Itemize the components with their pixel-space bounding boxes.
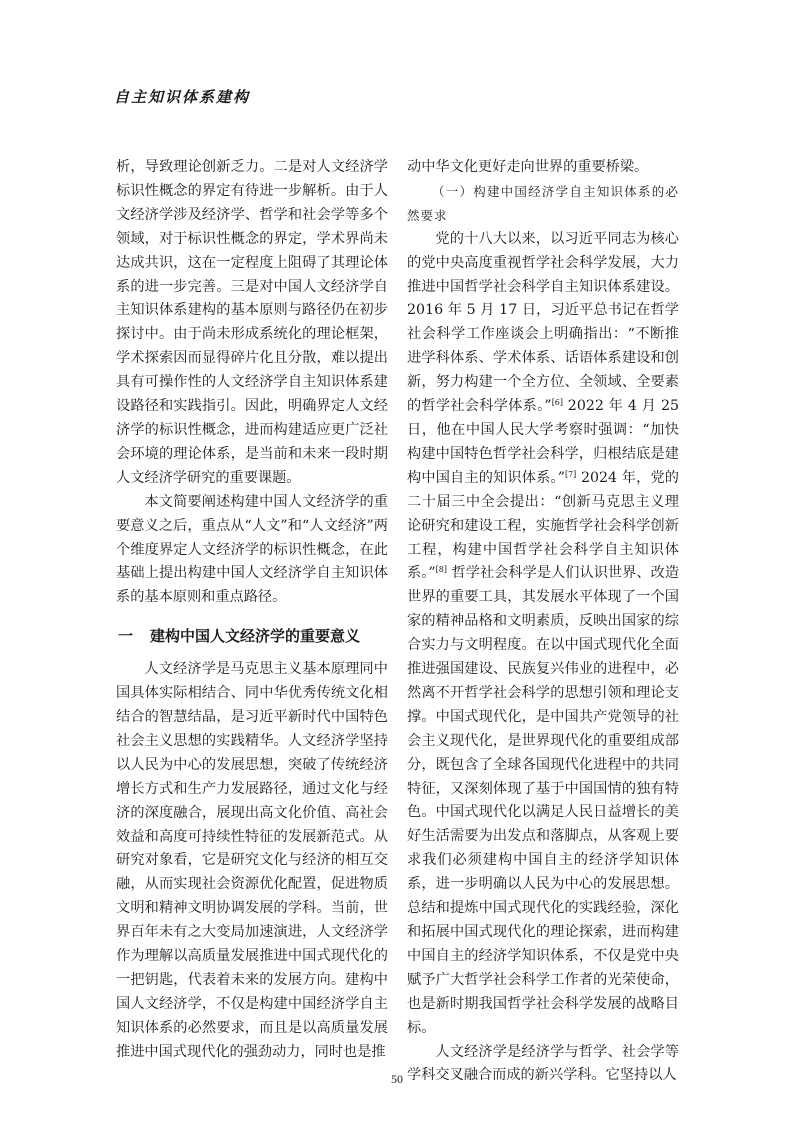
paragraph-text: 2024 年，党的二十届三中全会提出：“创新马克思主义理论研究和建设工程，实施哲学社会科学创新工程，构建中国哲学社会科学自主知识体系。” <box>407 469 679 582</box>
running-title: 自主知识体系建构 <box>114 88 251 106</box>
paragraph-text: 党的十八大以来，以习近平同志为核心的党中央高度重视哲学社会科学发展，大力推进中国哲学社会科学自主知识体系建设。2016 年 5 月 17 日，习近平总书记在哲学社会科学工作座谈会上明确指出：“不断推进学科体系、学术体系、话语体系建设和创新，努力构建一个全方位、全领域、全要素的哲学社会科学体系。” <box>407 230 679 415</box>
paragraph <box>407 228 679 1041</box>
right-column <box>407 156 679 1088</box>
section-title: 建构中国人文经济学的重要意义 <box>150 627 361 646</box>
left-column <box>116 156 388 1065</box>
page-number: 50 <box>391 1072 403 1086</box>
paragraph-text: 哲学社会科学是人们认识世界、改造世界的重要工具，其发展水平体现了一个国家的精神品格和文明素质，反映出国家的综合实力与文明程度。在以中国式现代化全面推进强国建设、民族复兴伟业的进程中，必然离不开哲学社会科学的思想引领和理论支撑。中国式现代化，是中国共产党领导的社会主义现代化，是世界现代化的重要组成部分，既包含了全球各国现代化进程中的共同特征，又深刻体现了基于中国国情的独有特色。中国式现代化以满足人民日益增长的美好生活需要为出发点和落脚点，从客观上要求我们必须建构中国自主的经济学知识体系，进一步明确以人民为中心的发展思想。总结和提炼中国式现代化的实践经验，深化和拓展中国式现代化的理论探索，进而构建中国自主的经济学知识体系，不仅是党中央赋予广大哲学社会科学工作者的光荣使命，也是新时期我国哲学社会科学发展的战略目标。 <box>407 565 680 1036</box>
paragraph: 动中华文化更好走向世界的重要桥梁。 <box>407 159 649 175</box>
paragraph-text: 2022 年 4 月 25 日，他在中国人民大学考察时强调：“加快构建中国特色哲学社会科学，归根结底是建构中国自主的知识体系。” <box>407 398 679 486</box>
citation-ref: [6] <box>551 398 564 408</box>
paragraph: 人文经济学是马克思主义基本原理同中国具体实际相结合、同中华优秀传统文化相结合的智慧结晶，是习近平新时代中国特色社会主义思想的实践精华。人文经济学坚持以人民为中心的发展思想，突破了传统经济增长方式和生产力发展路径，通过文化与经济的深度融合，展现出高文化价值、高社会效益和高度可持续性特征的发展新范式。从研究对象看，它是研究文化与经济的相互交融，从而实现社会资源优化配置，促进物质文明和精神文明协调发展的学科。当前，世界百年未有之大变局加速演进，人文经济学作为理解以高质量发展推进中国式现代化的一把钥匙，代表着未来的发展方向。建构中国人文经济学，不仅是构建中国经济学自主知识体系的必然要求，而且是以高质量发展推进中国式现代化的强劲动力，同时也是推 <box>116 661 388 1060</box>
citation-ref: [8] <box>435 565 447 575</box>
section-number: 一 <box>118 627 134 646</box>
citation-ref: [7] <box>564 469 577 479</box>
paragraph: 析，导致理论创新乏力。二是对人文经济学标识性概念的界定有待进一步解析。由于人文经济学涉及经济学、哲学和社会学等多个领域，对于标识性概念的界定，学术界尚未达成共识，这在一定程度上阻碍了其理论体系的进一步完善。三是对中国人文经济学自主知识体系建构的基本原则与路径仍在初步探讨中。由于尚未形成系统化的理论框架，学术探索因而显得碎片化且分散，难以提出具有可操作性的人文经济学自主知识体系建设路径和实践指引。因此，明确界定人文经济学的标识性概念，进而构建适应更广泛社会环境的理论体系，是当前和未来一段时期人文经济学研究的重要课题。 <box>116 159 388 486</box>
paragraph: 本文简要阐述构建中国人文经济学的重要意义之后，重点从“人文”和“人文经济”两个维度界定人文经济学的标识性概念，在此基础上提出构建中国人文经济学自主知识体系的基本原则和重点路径。 <box>116 493 388 606</box>
subsection-heading: （一）构建中国经济学自主知识体系的必然要求 <box>407 183 679 223</box>
section-heading <box>116 624 388 648</box>
paragraph: 人文经济学是经济学与哲学、社会学等学科交叉融合而成的新兴学科。它坚持以人 <box>407 1043 679 1084</box>
